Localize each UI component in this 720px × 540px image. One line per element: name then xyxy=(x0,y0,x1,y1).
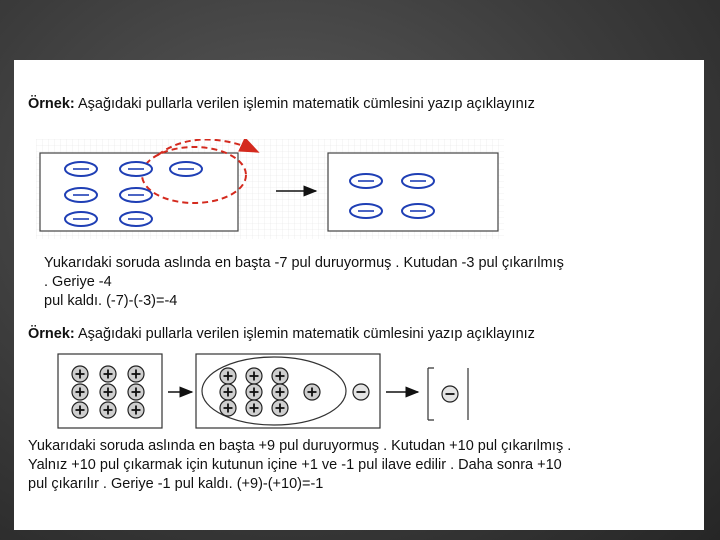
example1-figure xyxy=(36,139,504,239)
example2-prefix: Örnek: xyxy=(28,326,75,342)
example1-explanation-line-2: . Geriye -4 xyxy=(44,274,112,290)
example2-chip-diagram xyxy=(56,350,476,432)
example1-prefix: Örnek: xyxy=(28,96,75,112)
example2-explanation-line-2: Yalnız +10 pul çıkarmak için kutunun içine +1 ve -1 pul ilave edilir . Daha sonra +10 xyxy=(28,457,562,473)
example1-explanation-line-3: pul kaldı. (-7)-(-3)=-4 xyxy=(44,293,178,309)
example2-explanation xyxy=(28,437,708,494)
example2-heading xyxy=(28,326,535,342)
example1-heading xyxy=(28,96,535,112)
example1-chip-diagram xyxy=(36,139,504,239)
example2-explanation-line-1: Yukarıdaki soruda aslında en başta +9 pul duruyormuş . Kutudan +10 pul çıkarılmış . xyxy=(28,438,572,454)
example2-question: Aşağıdaki pullarla verilen işlemin matematik cümlesini yazıp açıklayınız xyxy=(74,326,535,342)
example1-explanation-line-1: Yukarıdaki soruda aslında en başta -7 pul duruyormuş . Kutudan -3 pul çıkarılmış xyxy=(44,255,564,271)
example2-figure xyxy=(56,350,476,432)
example2-explanation-line-3: pul çıkarılır . Geriye -1 pul kaldı. (+9)-(+10)=-1 xyxy=(28,476,324,492)
example1-question: Aşağıdaki pullarla verilen işlemin matematik cümlesini yazıp açıklayınız xyxy=(74,96,535,112)
example1-explanation xyxy=(44,254,704,311)
